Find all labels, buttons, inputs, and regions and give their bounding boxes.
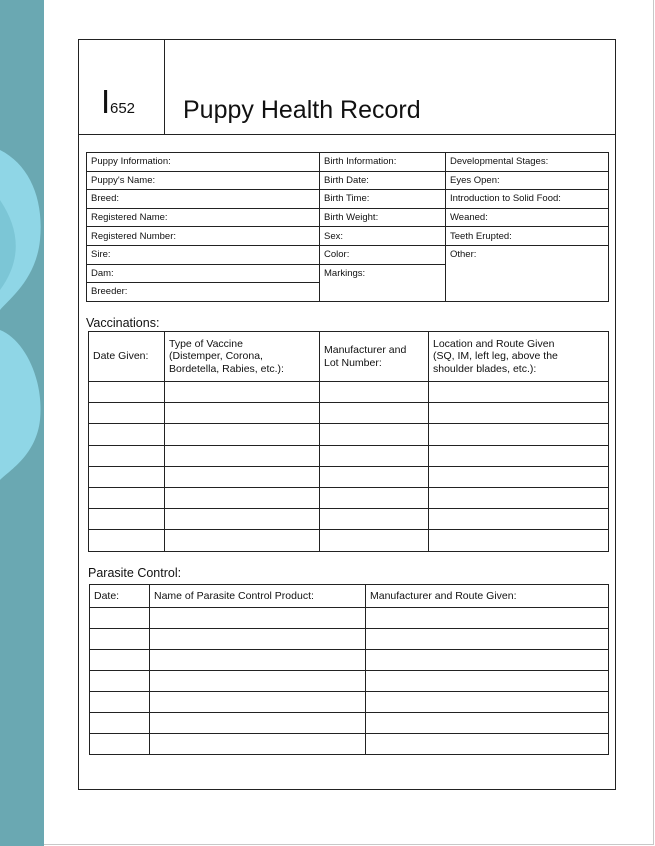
table-cell[interactable]: [165, 466, 320, 487]
header-line: Manufacturer and: [324, 344, 407, 356]
page-title: Puppy Health Record: [183, 96, 421, 124]
table-cell[interactable]: [320, 424, 429, 445]
table-row: [89, 530, 609, 551]
table-row: [89, 509, 609, 530]
table-cell[interactable]: [366, 734, 609, 755]
dev-stage-cell[interactable]: Developmental Stages:: [446, 153, 609, 172]
table-cell[interactable]: [165, 509, 320, 530]
header-line: Date Given:: [93, 350, 149, 363]
table-row: [90, 671, 609, 692]
form-code-letter: I: [101, 83, 110, 120]
birth-info-cell[interactable]: Birth Date:: [320, 171, 446, 190]
table-cell[interactable]: [89, 403, 165, 424]
vaccinations-table: [88, 331, 609, 552]
header-rule: [78, 134, 616, 135]
header-line: Type of Vaccine: [169, 337, 243, 350]
birth-info-cell[interactable]: Birth Information:: [320, 153, 446, 172]
table-row: [89, 445, 609, 466]
dev-stage-cell[interactable]: Eyes Open:: [446, 171, 609, 190]
puppy-info-cell[interactable]: Breeder:: [87, 283, 320, 302]
puppy-info-cell[interactable]: Registered Name:: [87, 208, 320, 227]
table-row: [90, 650, 609, 671]
table-cell[interactable]: [150, 608, 366, 629]
table-cell[interactable]: [165, 445, 320, 466]
table-row: [89, 466, 609, 487]
puppy-info-cell[interactable]: Registered Number:: [87, 227, 320, 246]
table-cell[interactable]: [150, 692, 366, 713]
header-divider: [164, 40, 165, 135]
table-cell[interactable]: [366, 671, 609, 692]
table-cell[interactable]: [320, 466, 429, 487]
header-line: (Distemper, Corona,: [169, 350, 263, 363]
table-row: [90, 692, 609, 713]
table-row: [89, 487, 609, 508]
table-cell[interactable]: [429, 403, 609, 424]
table-cell[interactable]: [90, 608, 150, 629]
table-cell[interactable]: [89, 445, 165, 466]
dev-stage-cell[interactable]: Introduction to Solid Food:: [446, 190, 609, 209]
table-cell[interactable]: [150, 734, 366, 755]
birth-info-cell[interactable]: Sex:: [320, 227, 446, 246]
puppy-info-cell[interactable]: Puppy's Name:: [87, 171, 320, 190]
birth-markings-cell[interactable]: Markings:: [320, 264, 446, 301]
table-cell[interactable]: [429, 509, 609, 530]
table-cell[interactable]: [429, 445, 609, 466]
dev-stage-cell[interactable]: Teeth Erupted:: [446, 227, 609, 246]
table-cell[interactable]: [366, 608, 609, 629]
table-cell[interactable]: [165, 530, 320, 551]
table-cell[interactable]: [90, 650, 150, 671]
dev-stage-other-cell[interactable]: Other:: [446, 245, 609, 301]
par-header-product: Name of Parasite Control Product:: [150, 585, 366, 608]
table-cell[interactable]: [90, 713, 150, 734]
vaccinations-heading: Vaccinations:: [86, 316, 160, 330]
table-cell[interactable]: [90, 734, 150, 755]
vac-header-date: [89, 332, 165, 382]
birth-info-cell[interactable]: Color:: [320, 245, 446, 264]
table-cell[interactable]: [320, 445, 429, 466]
table-row: [90, 734, 609, 755]
header-line: Location and Route Given: [433, 337, 555, 350]
table-row: [90, 629, 609, 650]
puppy-info-cell[interactable]: Breed:: [87, 190, 320, 209]
parasite-control-table: [89, 584, 609, 755]
decorative-sidebar: [0, 0, 44, 846]
table-row: [90, 608, 609, 629]
table-cell[interactable]: [320, 530, 429, 551]
table-cell[interactable]: [429, 424, 609, 445]
table-cell[interactable]: [150, 671, 366, 692]
table-cell[interactable]: [320, 487, 429, 508]
header-line: Lot Number:: [324, 356, 382, 369]
par-header-manufacturer: Manufacturer and Route Given:: [366, 585, 609, 608]
puppy-info-cell[interactable]: Puppy Information:: [87, 153, 320, 172]
table-cell[interactable]: [429, 382, 609, 403]
table-cell[interactable]: [150, 650, 366, 671]
table-cell[interactable]: [366, 650, 609, 671]
table-cell[interactable]: [89, 382, 165, 403]
table-cell[interactable]: [89, 424, 165, 445]
vac-header-location: [429, 332, 609, 382]
header-line: shoulder blades, etc.):: [433, 362, 537, 375]
header-line: Bordetella, Rabies, etc.):: [169, 362, 284, 375]
birth-info-cell[interactable]: Birth Time:: [320, 190, 446, 209]
parasite-control-heading: Parasite Control:: [88, 566, 182, 580]
table-row: [89, 403, 609, 424]
dev-stage-cell[interactable]: Weaned:: [446, 208, 609, 227]
table-cell[interactable]: [89, 466, 165, 487]
table-cell[interactable]: [150, 629, 366, 650]
table-cell[interactable]: [89, 487, 165, 508]
table-cell[interactable]: [90, 629, 150, 650]
table-cell[interactable]: [366, 713, 609, 734]
table-cell[interactable]: [320, 509, 429, 530]
table-cell[interactable]: [165, 382, 320, 403]
table-cell[interactable]: [366, 629, 609, 650]
birth-info-cell[interactable]: Birth Weight:: [320, 208, 446, 227]
table-cell[interactable]: [89, 509, 165, 530]
table-cell[interactable]: [90, 692, 150, 713]
table-cell[interactable]: [165, 403, 320, 424]
table-cell[interactable]: [429, 487, 609, 508]
table-cell[interactable]: [165, 424, 320, 445]
vac-header-type: [165, 332, 320, 382]
table-cell[interactable]: [320, 403, 429, 424]
par-header-date: Date:: [90, 585, 150, 608]
puppy-info-cell[interactable]: Sire:: [87, 245, 320, 264]
header-line: (SQ, IM, left leg, above the: [433, 350, 558, 363]
table-row: [90, 713, 609, 734]
puppy-info-cell[interactable]: Dam:: [87, 264, 320, 283]
table-cell[interactable]: [90, 671, 150, 692]
table-cell[interactable]: [429, 530, 609, 551]
puppy-info-table: [86, 152, 609, 302]
table-cell[interactable]: [89, 530, 165, 551]
table-cell[interactable]: [429, 466, 609, 487]
table-cell[interactable]: [320, 382, 429, 403]
vac-header-manufacturer: [320, 332, 429, 382]
table-cell[interactable]: [366, 692, 609, 713]
form-code-number: 652: [110, 100, 136, 117]
table-cell[interactable]: [165, 487, 320, 508]
table-cell[interactable]: [150, 713, 366, 734]
table-row: [89, 382, 609, 403]
table-row: [89, 424, 609, 445]
